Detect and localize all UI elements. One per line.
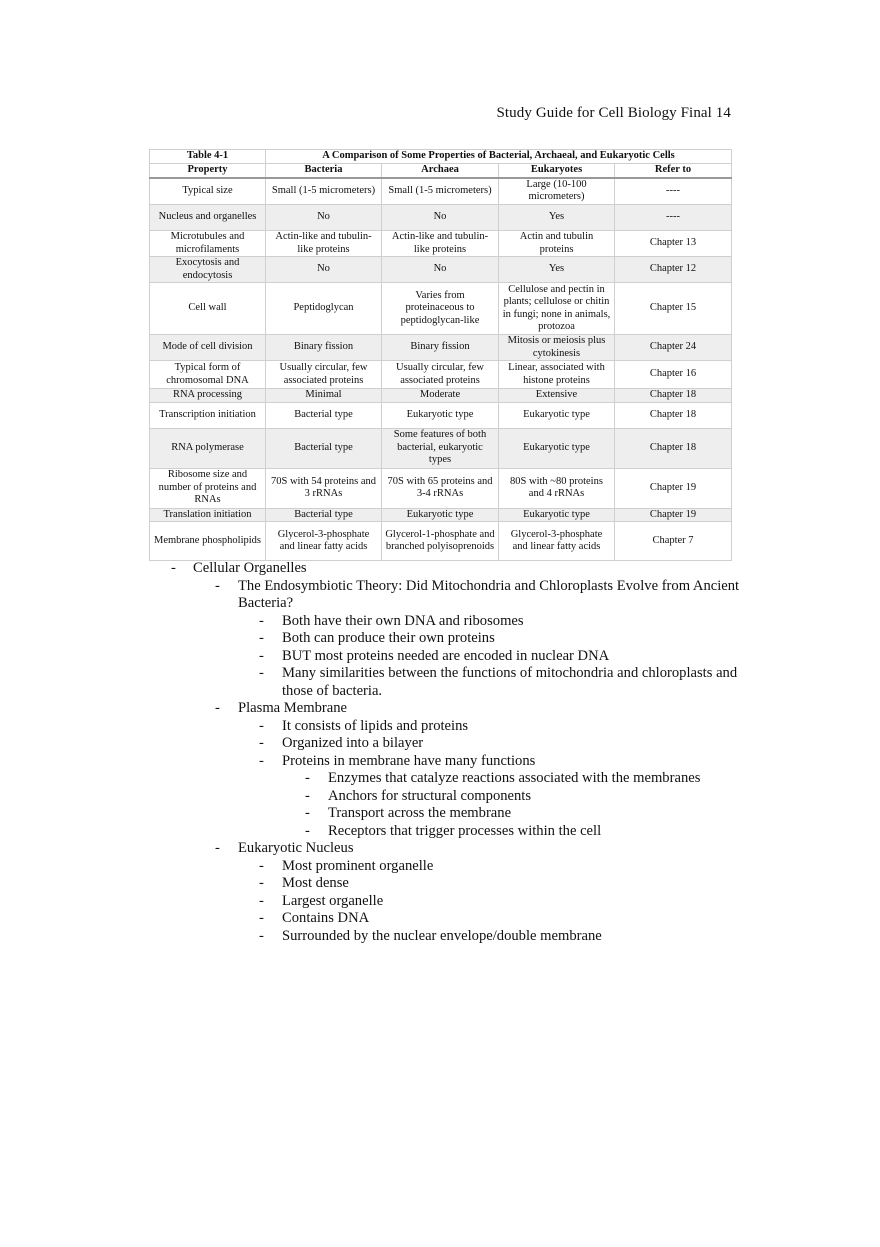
- list-item-text: Both can produce their own proteins: [282, 630, 495, 646]
- table-cell: Exocytosis and endocytosis: [150, 257, 266, 283]
- list-item-text: Anchors for structural components: [328, 787, 532, 804]
- list-item: [149, 753, 749, 771]
- table-row: [150, 389, 732, 403]
- table-cell: Actin and tubulin proteins: [499, 231, 615, 257]
- table-cell: No: [382, 257, 499, 283]
- table-header-row: [150, 163, 732, 178]
- list-item: [149, 858, 749, 876]
- table-cell: 70S with 54 proteins and 3 rRNAs: [266, 468, 382, 508]
- table-row: [150, 178, 732, 205]
- dash-bullet: -: [259, 752, 264, 769]
- comparison-table-container: [149, 149, 731, 561]
- table-label: Table 4-1: [150, 150, 266, 164]
- list-item-text: Largest organelle: [282, 892, 384, 909]
- column-header: Archaea: [382, 163, 499, 178]
- table-cell: Eukaryotic type: [382, 402, 499, 428]
- dash-bullet: -: [259, 875, 264, 891]
- list-item-text: It consists of lipids and proteins: [282, 717, 469, 734]
- table-cell: Mode of cell division: [150, 335, 266, 361]
- column-header: Bacteria: [266, 163, 382, 178]
- table-cell: Binary fission: [382, 335, 499, 361]
- list-item-text: Receptors that trigger processes within the cell: [328, 822, 602, 839]
- table-cell: Microtubules and microfilaments: [150, 231, 266, 257]
- dash-bullet: -: [259, 910, 264, 926]
- table-cell: Chapter 18: [615, 428, 732, 468]
- table-cell: Actin-like and tubulin-like proteins: [266, 231, 382, 257]
- table-cell: Glycerol-3-phosphate and linear fatty acids: [499, 522, 615, 561]
- dash-bullet: -: [259, 612, 264, 629]
- dash-bullet: -: [215, 700, 220, 716]
- table-cell: Chapter 18: [615, 402, 732, 428]
- table-cell: Small (1-5 micrometers): [266, 178, 382, 205]
- table-row: [150, 468, 732, 508]
- list-item: [149, 648, 749, 666]
- table-cell: 70S with 65 proteins and 3-4 rRNAs: [382, 468, 499, 508]
- list-item: [149, 613, 749, 631]
- table-row: [150, 335, 732, 361]
- list-item-text: Surrounded by the nuclear envelope/double membrane: [282, 927, 602, 944]
- table-cell: Minimal: [266, 389, 382, 403]
- table-cell: RNA processing: [150, 389, 266, 403]
- table-cell: Peptidoglycan: [266, 283, 382, 335]
- table-cell: Some features of both bacterial, eukaryotic types: [382, 428, 499, 468]
- table-cell: Linear, associated with histone proteins: [499, 361, 615, 389]
- list-item-text: Cellular Organelles: [193, 560, 307, 576]
- list-item: [149, 735, 749, 753]
- dash-bullet: -: [215, 840, 220, 856]
- list-item-text: Most prominent organelle: [282, 857, 434, 874]
- table-cell: Mitosis or meiosis plus cytokinesis: [499, 335, 615, 361]
- dash-bullet: -: [305, 805, 310, 821]
- table-cell: Transcription initiation: [150, 402, 266, 428]
- list-item-text: Both have their own DNA and ribosomes: [282, 612, 524, 629]
- table-cell: Typical form of chromosomal DNA: [150, 361, 266, 389]
- list-item-text: Plasma Membrane: [238, 700, 348, 716]
- table-cell: Varies from proteinaceous to peptidoglycan-like: [382, 283, 499, 335]
- list-item-text: BUT most proteins needed are encoded in nuclear DNA: [282, 647, 610, 664]
- list-item: [149, 560, 749, 578]
- table-row: [150, 257, 732, 283]
- list-item-text: Proteins in membrane have many functions: [282, 752, 536, 769]
- list-item: [149, 840, 749, 858]
- table-cell: ----: [615, 205, 732, 231]
- list-item: [149, 718, 749, 736]
- table-cell: Chapter 13: [615, 231, 732, 257]
- list-item-text: The Endosymbiotic Theory: Did Mitochondria and Chloroplasts Evolve from Ancient Bacteria?: [238, 577, 740, 611]
- table-cell: Bacterial type: [266, 428, 382, 468]
- table-cell: Cell wall: [150, 283, 266, 335]
- table-cell: Small (1-5 micrometers): [382, 178, 499, 205]
- list-item-text: Eukaryotic Nucleus: [238, 840, 354, 856]
- table-cell: Eukaryotic type: [499, 402, 615, 428]
- table-row: [150, 428, 732, 468]
- table-cell: Cellulose and pectin in plants; cellulose or chitin in fungi; none in animals, protozoa: [499, 283, 615, 335]
- table-cell: Usually circular, few associated proteins: [382, 361, 499, 389]
- list-item: [149, 805, 749, 823]
- list-item: [149, 788, 749, 806]
- table-cell: Chapter 15: [615, 283, 732, 335]
- table-cell: Chapter 16: [615, 361, 732, 389]
- table-cell: Chapter 18: [615, 389, 732, 403]
- table-cell: RNA polymerase: [150, 428, 266, 468]
- page-header: Study Guide for Cell Biology Final 14: [496, 105, 731, 121]
- table-caption: A Comparison of Some Properties of Bacterial, Archaeal, and Eukaryotic Cells: [266, 150, 732, 164]
- dash-bullet: -: [305, 822, 310, 839]
- table-row: [150, 205, 732, 231]
- table-cell: Eukaryotic type: [499, 428, 615, 468]
- table-cell: Usually circular, few associated proteins: [266, 361, 382, 389]
- dash-bullet: -: [215, 577, 220, 594]
- table-cell: No: [382, 205, 499, 231]
- table-cell: Ribosome size and number of proteins and RNAs: [150, 468, 266, 508]
- table-cell: Moderate: [382, 389, 499, 403]
- table-cell: Binary fission: [266, 335, 382, 361]
- dash-bullet: -: [259, 647, 264, 664]
- table-cell: Chapter 12: [615, 257, 732, 283]
- table-cell: Actin-like and tubulin-like proteins: [382, 231, 499, 257]
- list-item-text: Contains DNA: [282, 910, 370, 926]
- list-item: [149, 910, 749, 928]
- table-row: [150, 361, 732, 389]
- table-cell: Chapter 19: [615, 468, 732, 508]
- dash-bullet: -: [259, 735, 264, 751]
- table-row: [150, 522, 732, 561]
- dash-bullet: -: [259, 927, 264, 944]
- list-item-text: Organized into a bilayer: [282, 735, 424, 751]
- dash-bullet: -: [259, 892, 264, 909]
- table-cell: Extensive: [499, 389, 615, 403]
- dash-bullet: -: [259, 857, 264, 874]
- list-item-text: Transport across the membrane: [328, 805, 512, 821]
- table-cell: Glycerol-3-phosphate and linear fatty acids: [266, 522, 382, 561]
- dash-bullet: -: [305, 770, 310, 786]
- table-cell: Chapter 7: [615, 522, 732, 561]
- table-cell: No: [266, 257, 382, 283]
- table-cell: Chapter 24: [615, 335, 732, 361]
- list-item-text: Enzymes that catalyze reactions associated with the membranes: [328, 770, 701, 786]
- column-header: Eukaryotes: [499, 163, 615, 178]
- dash-bullet: -: [305, 787, 310, 804]
- dash-bullet: -: [259, 665, 264, 681]
- table-cell: Large (10-100 micrometers): [499, 178, 615, 205]
- table-row: [150, 508, 732, 522]
- list-item-text: Many similarities between the functions of mitochondria and chloroplasts and those of bacteria.: [282, 665, 738, 699]
- list-item-text: Most dense: [282, 875, 349, 891]
- list-item: [149, 823, 749, 841]
- list-item: [149, 928, 749, 946]
- list-item: [149, 893, 749, 911]
- table-cell: Bacterial type: [266, 402, 382, 428]
- table-cell: Eukaryotic type: [499, 508, 615, 522]
- table-row: [150, 283, 732, 335]
- table-cell: Nucleus and organelles: [150, 205, 266, 231]
- table-cell: Eukaryotic type: [382, 508, 499, 522]
- list-item: [149, 770, 749, 788]
- table-cell: Bacterial type: [266, 508, 382, 522]
- table-cell: Yes: [499, 205, 615, 231]
- list-item: [149, 700, 749, 718]
- table-cell: Translation initiation: [150, 508, 266, 522]
- table-cell: Glycerol-1-phosphate and branched polyisoprenoids: [382, 522, 499, 561]
- table-cell: Membrane phospholipids: [150, 522, 266, 561]
- notes-outline: [149, 560, 749, 945]
- column-header: Refer to: [615, 163, 732, 178]
- table-row: [150, 231, 732, 257]
- dash-bullet: -: [259, 630, 264, 646]
- table-cell: Chapter 19: [615, 508, 732, 522]
- dash-bullet: -: [259, 717, 264, 734]
- list-item: [149, 578, 749, 613]
- comparison-table: [149, 149, 732, 561]
- table-cell: 80S with ~80 proteins and 4 rRNAs: [499, 468, 615, 508]
- dash-bullet: -: [171, 560, 176, 576]
- table-row: [150, 402, 732, 428]
- table-cell: Typical size: [150, 178, 266, 205]
- list-item: [149, 630, 749, 648]
- table-cell: Yes: [499, 257, 615, 283]
- table-cell: No: [266, 205, 382, 231]
- column-header: Property: [150, 163, 266, 178]
- table-cell: ----: [615, 178, 732, 205]
- list-item: [149, 665, 749, 700]
- list-item: [149, 875, 749, 893]
